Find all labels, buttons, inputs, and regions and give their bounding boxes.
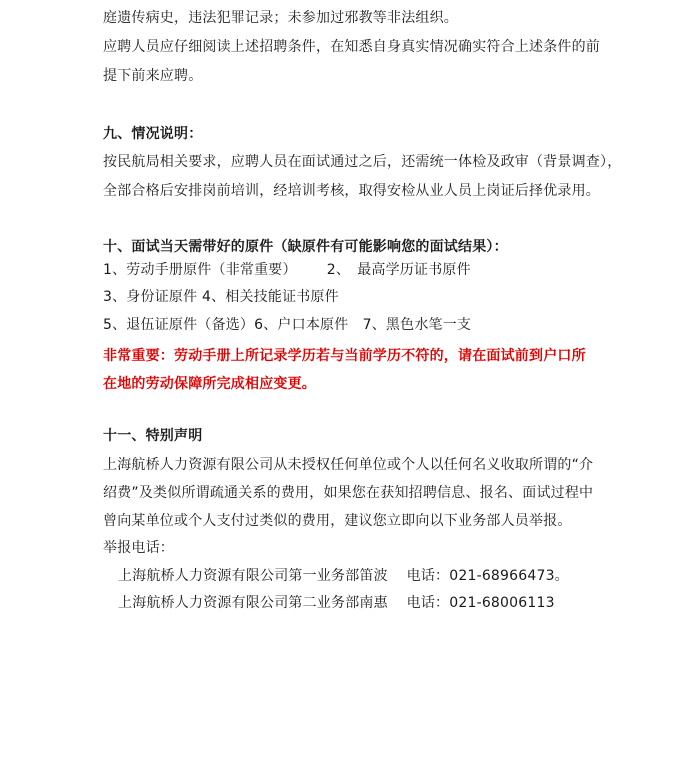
intro-line-3: 提下前来应聘。 xyxy=(103,68,203,84)
section-11-line-1: 上海航桥人力资源有限公司从未授权任何单位或个人以任何名义收取所谓的“介 xyxy=(103,457,594,473)
section-9-line-2: 全部合格后安排岗前培训，经培训考核，取得安检从业人员上岗证后择优录用。 xyxy=(103,183,600,199)
section-11-line-3: 曾向某单位或个人支付过类似的费用，建议您立即向以下业务部人员举报。 xyxy=(103,513,572,529)
contact-line-2: 上海航桥人力资源有限公司第二业务部南惠 电话：021-68006113 xyxy=(118,595,555,611)
report-phone-label: 举报电话： xyxy=(103,540,174,556)
section-10-item-2: 2、 最高学历证书原件 xyxy=(326,262,471,278)
contact-line-1: 上海航桥人力资源有限公司第一业务部笛波 电话：021-68966473。 xyxy=(118,568,569,584)
warning-line-1: 非常重要：劳动手册上所记录学历若与当前学历不符的，请在面试前到户口所 xyxy=(103,348,586,364)
section-11-line-2: 绍费”及类似所谓疏通关系的费用，如果您在获知招聘信息、报名、面试过程中 xyxy=(103,485,594,501)
intro-line-1: 庭遗传病史，违法犯罪记录；未参加过邪教等非法组织。 xyxy=(103,10,458,26)
warning-line-2: 在地的劳动保障所完成相应变更。 xyxy=(103,376,316,392)
section-10-item-row-2: 3、身份证原件 4、相关技能证书原件 xyxy=(103,289,339,305)
intro-line-2: 应聘人员应仔细阅读上述招聘条件，在知悉自身真实情况确实符合上述条件的前 xyxy=(103,39,600,55)
section-11-heading: 十一、特别声明 xyxy=(103,428,203,444)
section-9-heading: 九、情况说明： xyxy=(103,126,203,142)
section-10-item-1: 1、劳动手册原件（非常重要） xyxy=(103,262,297,278)
section-9-line-1: 按民航局相关要求，应聘人员在面试通过之后，还需统一体检及政审（背景调查）， xyxy=(103,154,622,170)
section-10-item-row-3: 5、退伍证原件（备选）6、户口本原件 7、黑色水笔一支 xyxy=(103,317,472,333)
section-10-heading: 十、面试当天需带好的原件（缺原件有可能影响您的面试结果）： xyxy=(103,239,508,255)
section-10-item-row-1 xyxy=(103,260,471,280)
